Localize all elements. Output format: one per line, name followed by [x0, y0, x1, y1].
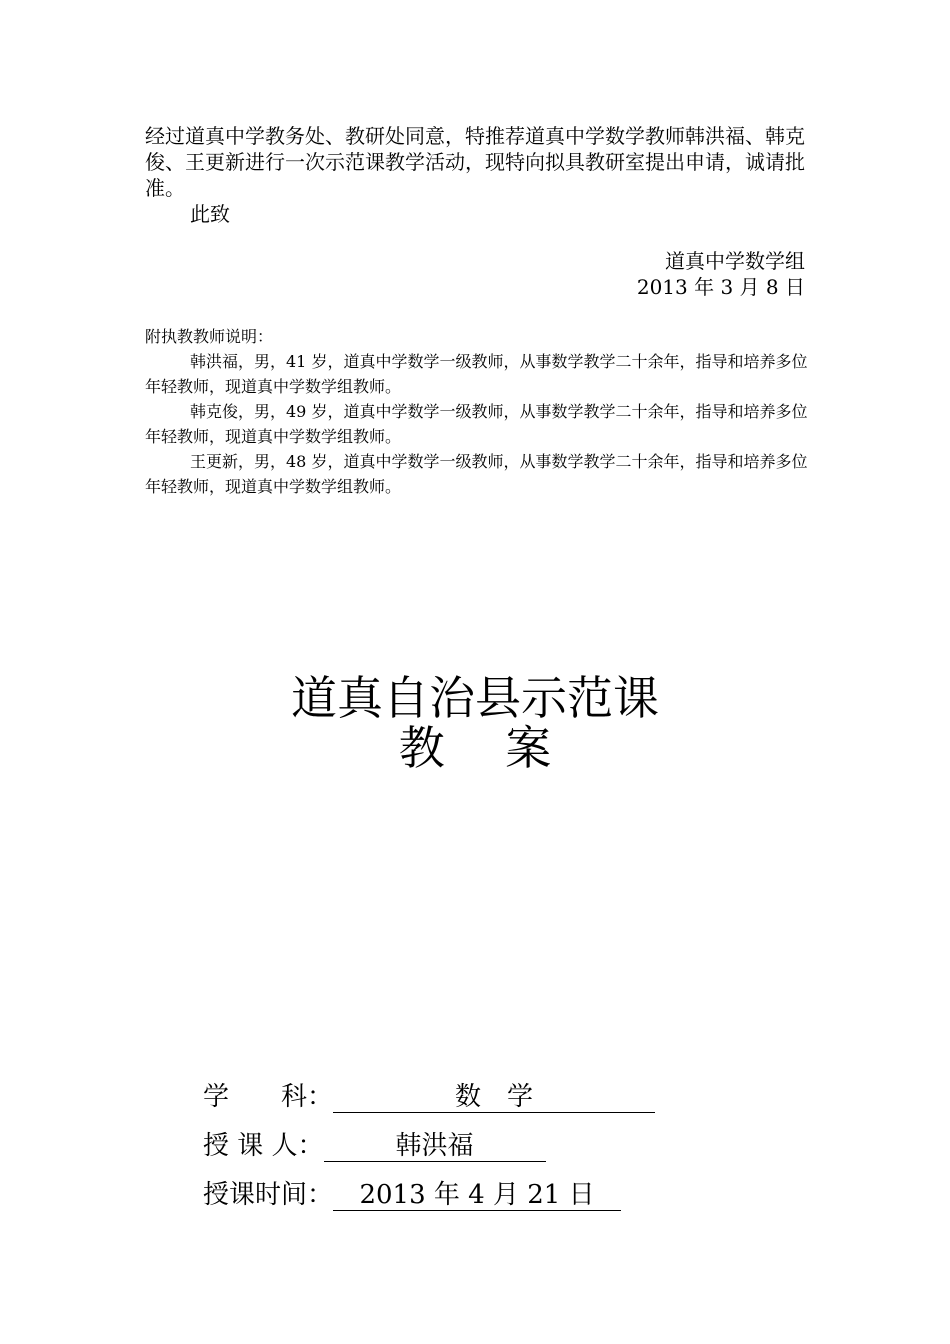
teacher-note: 韩克俊，男，49 岁，道真中学数学一级教师，从事数学教学二十余年，指导和培养多位年轻教师，现道真中学数学组教师。 [145, 402, 808, 446]
teacher-note: 韩洪福，男，41 岁，道真中学数学一级教师，从事数学教学二十余年，指导和培养多位年轻教师，现道真中学数学组教师。 [145, 352, 808, 396]
signature-date: 2013 年 3 月 8 日 [636, 275, 805, 299]
teacher-label: 授 课 人： [203, 1131, 324, 1161]
signature-block [637, 248, 805, 300]
teacher-notes [145, 324, 810, 499]
document-subtitle: 教 案 [398, 721, 552, 775]
teacher-note: 王更新，男，48 岁，道真中学数学一级教师，从事数学教学二十余年，指导和培养多位年轻教师，现道真中学数学组教师。 [145, 452, 808, 496]
time-field [203, 1178, 621, 1212]
teacher-field [203, 1129, 546, 1163]
intro-block [145, 123, 810, 201]
time-label: 授课时间： [203, 1180, 334, 1210]
teacher-value: 韩洪福 [324, 1131, 546, 1162]
intro-paragraph: 经过道真中学教务处、教研处同意，特推荐道真中学数学教师韩洪福、韩克俊、王更新进行一次示范课教学活动，现特向拟具教研室提出申请，诚请批准。 [145, 124, 805, 200]
subject-value: 数 学 [333, 1082, 655, 1113]
document-title: 道真自治县示范课 [291, 671, 659, 725]
time-value: 2013 年 4 月 21 日 [333, 1180, 621, 1211]
notes-heading: 附执教教师说明： [145, 327, 274, 346]
closing-text: 此致 [190, 202, 230, 226]
signature-org: 道真中学数学组 [665, 249, 805, 273]
subject-field [203, 1080, 655, 1114]
subject-label: 学 科： [203, 1082, 334, 1112]
